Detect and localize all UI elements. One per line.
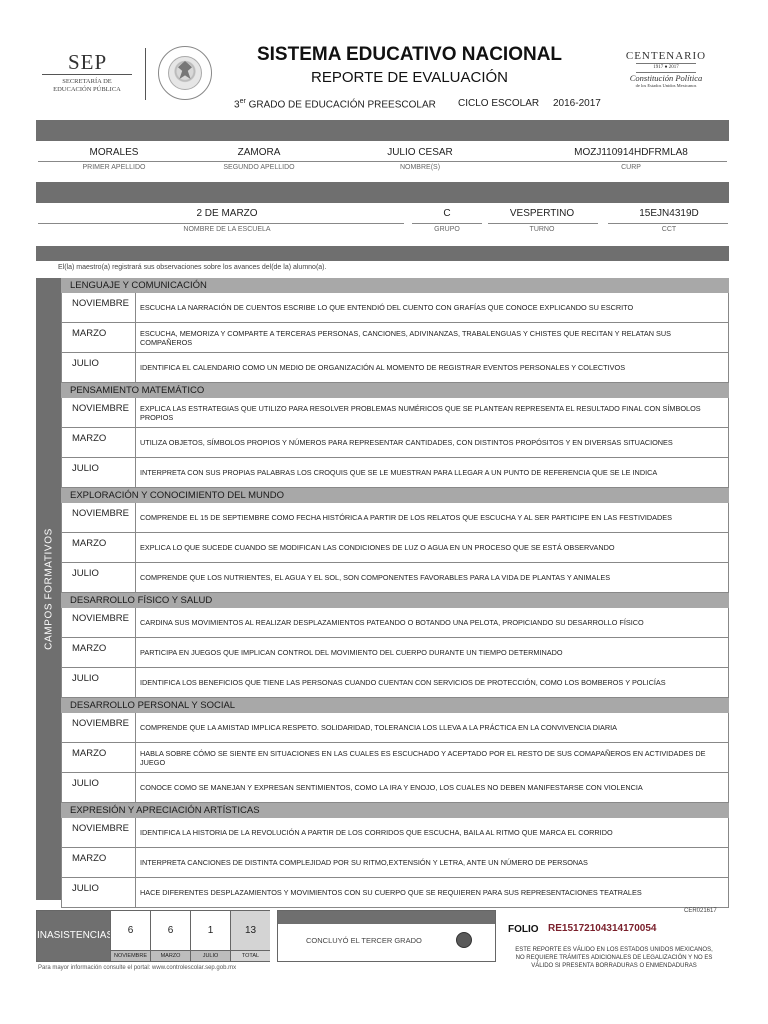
campo-row-month: MARZO bbox=[62, 848, 136, 877]
campo-row-observation: EXPLICA LAS ESTRATEGIAS QUE UTILIZO PARA RESOLVER PROBLEMAS NUMÉRICOS QUE SE PLANTEAN REPRESENTA EL RESULTADO FINAL CON SÍMBOLOS PROPIOS bbox=[140, 403, 701, 422]
grade-label bbox=[234, 98, 436, 110]
sep-logo-word: SEP bbox=[68, 50, 108, 74]
nombres-label: NOMBRE(S) bbox=[399, 164, 441, 171]
school-name-label: NOMBRE DE LA ESCUELA bbox=[183, 226, 271, 233]
turno-label: TURNO bbox=[529, 226, 555, 233]
legal-line-3: VÁLIDO SI PRESENTA BORRADURAS O ENMENDADURAS bbox=[531, 963, 697, 969]
conclusion-text: CONCLUYÓ EL TERCER GRADO bbox=[306, 936, 422, 945]
legal-line-1: ESTE REPORTE ES VÁLIDO EN LOS ESTADOS UNIDOS MEXICANOS, bbox=[515, 947, 713, 953]
campo-row-observation: COMPRENDE EL 15 DE SEPTIEMBRE COMO FECHA HISTÓRICA A PARTIR DE LOS RELATOS QUE ESCUCHA Y AL SER PARTICIPE EN LAS FESTIVIDADES bbox=[140, 513, 673, 522]
centenario-small: de los Estados Unidos Mexicanos bbox=[635, 83, 697, 88]
campo-row-observation: IDENTIFICA LOS BENEFICIOS QUE TIENE LAS PERSONAS CUANDO CUENTAN CON SERVICIOS DE PROTECCIÓN, COMO LOS BOMBEROS Y POLICÍAS bbox=[140, 678, 666, 687]
inasistencias-noviembre bbox=[110, 911, 150, 961]
inasistencias-marzo bbox=[150, 911, 190, 961]
campos-formativos-label: CAMPOS FORMATIVOS bbox=[43, 528, 55, 650]
inasistencias-total-caption: TOTAL bbox=[231, 950, 270, 961]
campo-row-observation: HABLA SOBRE CÓMO SE SIENTE EN SITUACIONES EN LAS CUALES ES ESCUCHADO Y ACEPTADO POR EL RESTO DE SUS COMAPAÑEROS EN ACTIVIDADES DE JUEGO bbox=[140, 748, 706, 767]
inasistencias-total-value: 13 bbox=[244, 925, 257, 936]
campo-row bbox=[61, 818, 729, 848]
grupo-underline bbox=[412, 223, 482, 224]
centenario-years: 1917 ● 2017 bbox=[636, 63, 696, 73]
segundo-apellido-label: SEGUNDO APELLIDO bbox=[223, 164, 295, 171]
campo-heading: LENGUAJE Y COMUNICACIÓN bbox=[61, 278, 729, 293]
campo-row-observation: COMPRENDE QUE LA AMISTAD IMPLICA RESPETO. SOLIDARIDAD, TOLERANCIA LOS LLEVA A LA PRÁCTICA EN LA CONVIVENCIA DIARIA bbox=[140, 723, 618, 732]
inasistencias-noviembre-value: 6 bbox=[127, 925, 134, 936]
campo-row-month: JULIO bbox=[62, 458, 136, 487]
campo-row bbox=[61, 608, 729, 638]
campo-row-month: NOVIEMBRE bbox=[62, 503, 136, 532]
campo-row bbox=[61, 638, 729, 668]
school-underline bbox=[38, 223, 404, 224]
campo-row-observation: INTERPRETA CANCIONES DE DISTINTA COMPLEJIDAD POR SU RITMO,EXTENSIÓN Y LETRA, ANTE UN NÚMERO DE PERSONAS bbox=[140, 858, 588, 867]
centenario-logo bbox=[618, 50, 714, 90]
campo-heading: EXPRESIÓN Y APRECIACIÓN ARTÍSTICAS bbox=[61, 803, 729, 818]
primer-apellido-value: MORALES bbox=[89, 147, 139, 158]
campo-row-month: NOVIEMBRE bbox=[62, 818, 136, 847]
sep-logo-line2: EDUCACIÓN PÚBLICA bbox=[53, 86, 121, 93]
conclusion-header-bar bbox=[278, 911, 495, 924]
student-underline bbox=[38, 161, 727, 162]
campo-row-month: JULIO bbox=[62, 353, 136, 382]
national-seal-icon bbox=[158, 46, 212, 100]
centenario-constitucion: Constitución Política bbox=[629, 73, 703, 83]
sep-logo-subtitle bbox=[40, 78, 134, 94]
ciclo-value: 2016-2017 bbox=[553, 98, 601, 109]
campo-row bbox=[61, 713, 729, 743]
primer-apellido-label: PRIMER APELLIDO bbox=[82, 164, 146, 171]
legal-notice bbox=[504, 946, 724, 970]
grupo-value: C bbox=[443, 208, 451, 219]
campo-row bbox=[61, 398, 729, 428]
campo-row-month: MARZO bbox=[62, 638, 136, 667]
campo-row-month: NOVIEMBRE bbox=[62, 608, 136, 637]
campo-row-observation: UTILIZA OBJETOS, SÍMBOLOS PROPIOS Y NÚMEROS PARA REPRESENTAR CANTIDADES, CON DISTINTOS PROPÓSITOS Y EN DIVERSAS SITUACIONES bbox=[140, 438, 673, 447]
inasistencias-label: INASISTENCIAS bbox=[37, 911, 110, 961]
campo-row-observation: CARDINA SUS MOVIMIENTOS AL REALIZAR DESPLAZAMIENTOS PATEANDO O BOTANDO UNA PELOTA, PROPICIANDO SU DESARROLLO FÍSICO bbox=[140, 618, 644, 627]
campo-row bbox=[61, 743, 729, 773]
grade-superscript: er bbox=[239, 98, 246, 105]
campo-row bbox=[61, 458, 729, 488]
campo-row bbox=[61, 848, 729, 878]
conclusion-box bbox=[277, 910, 496, 962]
sep-logo bbox=[40, 50, 140, 96]
sep-logo-line1: SECRETARÍA DE bbox=[62, 78, 112, 85]
campo-row bbox=[61, 323, 729, 353]
grade-text: GRADO DE EDUCACIÓN PREESCOLAR bbox=[248, 99, 436, 111]
inasistencias-box bbox=[36, 910, 270, 962]
inasistencias-julio-value: 1 bbox=[207, 925, 214, 936]
campo-row-observation: ESCUCHA, MEMORIZA Y COMPARTE A TERCERAS PERSONAS, CANCIONES, ADIVINANZAS, TRABALENGUAS Y CHISTES QUE RECITAN Y RELATAN SUS COMPAÑEROS bbox=[140, 328, 672, 347]
campo-row-observation: EXPLICA LO QUE SUCEDE CUANDO SE MODIFICAN LAS CONDICIONES DE LUZ O AGUA EN UN PROCESO QUE SE ESTÁ OBSERVANDO bbox=[140, 543, 615, 552]
campo-row-month: NOVIEMBRE bbox=[62, 398, 136, 427]
campo-row-month: JULIO bbox=[62, 773, 136, 802]
curp-value: MOZJ110914HDFRMLA8 bbox=[574, 147, 688, 158]
nombres-value: JULIO CESAR bbox=[387, 147, 453, 158]
campo-heading: DESARROLLO FÍSICO Y SALUD bbox=[61, 593, 729, 608]
campo-row-observation: IDENTIFICA LA HISTORIA DE LA REVOLUCIÓN A PARTIR DE LOS CORRIDOS QUE ESCUCHA, BAILA AL RITMO QUE MARCA EL CORRIDO bbox=[140, 828, 613, 837]
ciclo-label: CICLO ESCOLAR bbox=[458, 98, 540, 109]
school-name-value: 2 DE MARZO bbox=[196, 208, 258, 219]
campo-row bbox=[61, 533, 729, 563]
school-header-bar bbox=[36, 182, 729, 203]
campo-row-month: MARZO bbox=[62, 428, 136, 457]
campo-row-observation: PARTICIPA EN JUEGOS QUE IMPLICAN CONTROL DEL MOVIMIENTO DEL CUERPO DURANTE UN TIEMPO DETERMINADO bbox=[140, 648, 563, 657]
inasistencias-julio bbox=[190, 911, 230, 961]
campo-row-observation: CONOCE COMO SE MANEJAN Y EXPRESAN SENTIMIENTOS, COMO LA IRA Y ENOJO, LOS CUALES NO DEBEN MANIFESTARSE CON VIOLENCIA bbox=[140, 783, 643, 792]
conclusion-mark-icon bbox=[456, 932, 472, 948]
campo-row bbox=[61, 668, 729, 698]
inasistencias-marzo-value: 6 bbox=[167, 925, 174, 936]
folio-label: FOLIO bbox=[508, 924, 539, 935]
campo-row bbox=[61, 353, 729, 383]
campo-heading: PENSAMIENTO MATEMÁTICO bbox=[61, 383, 729, 398]
campo-heading: EXPLORACIÓN Y CONOCIMIENTO DEL MUNDO bbox=[61, 488, 729, 503]
campo-row-observation: IDENTIFICA EL CALENDARIO COMO UN MEDIO DE ORGANIZACIÓN AL MOMENTO DE REGISTRAR EVENTOS PERSONALES Y COLECTIVOS bbox=[140, 363, 626, 372]
campo-row-month: NOVIEMBRE bbox=[62, 293, 136, 322]
observaciones-note: El(la) maestro(a) registrará sus observaciones sobre los avances del(de la) alumno(a). bbox=[58, 264, 327, 271]
campo-row bbox=[61, 428, 729, 458]
campo-row-month: JULIO bbox=[62, 563, 136, 592]
grupo-label: GRUPO bbox=[434, 226, 460, 233]
portal-note: Para mayor información consulte el portal: www.controlescolar.sep.gob.mx bbox=[38, 965, 237, 971]
legal-line-2: NO REQUIERE TRÁMITES ADICIONALES DE LEGALIZACIÓN Y NO ES bbox=[515, 955, 713, 961]
cct-value: 15EJN4319D bbox=[639, 208, 699, 219]
cct-underline bbox=[608, 223, 728, 224]
campo-row-month: JULIO bbox=[62, 878, 136, 907]
campo-row bbox=[61, 878, 729, 908]
inasistencias-marzo-caption: MARZO bbox=[151, 950, 190, 961]
campo-row-observation: COMPRENDE QUE LOS NUTRIENTES, EL AGUA Y EL SOL, SON COMPONENTES FAVORABLES PARA LA VIDA DE PLANTAS Y ANIMALES bbox=[140, 573, 611, 582]
curp-label: CURP bbox=[621, 164, 641, 171]
grade-number: 3 bbox=[234, 99, 240, 111]
campo-heading: DESARROLLO PERSONAL Y SOCIAL bbox=[61, 698, 729, 713]
campo-row-observation: ESCUCHA LA NARRACIÓN DE CUENTOS ESCRIBE LO QUE ENTENDIÓ DEL CUENTO CON GRAFÍAS QUE CONOCE EXPLICANDO SU ESCRITO bbox=[140, 303, 634, 312]
observaciones-header-bar bbox=[36, 246, 729, 261]
campo-row-month: MARZO bbox=[62, 323, 136, 352]
campo-row-month: MARZO bbox=[62, 743, 136, 772]
cct-label: CCT bbox=[661, 226, 677, 233]
campo-row bbox=[61, 503, 729, 533]
centenario-word: CENTENARIO bbox=[625, 50, 707, 62]
header-divider bbox=[145, 48, 146, 100]
sep-logo-rule bbox=[42, 74, 132, 75]
document-title: SISTEMA EDUCATIVO NACIONAL bbox=[256, 44, 563, 65]
campo-row bbox=[61, 293, 729, 323]
campo-row bbox=[61, 563, 729, 593]
inasistencias-total bbox=[230, 911, 270, 961]
inasistencias-noviembre-caption: NOVIEMBRE bbox=[111, 950, 150, 961]
turno-underline bbox=[488, 223, 598, 224]
campo-row-month: MARZO bbox=[62, 533, 136, 562]
segundo-apellido-value: ZAMORA bbox=[237, 147, 281, 158]
folio-number: RE15172104314170054 bbox=[548, 923, 657, 934]
campo-row-observation: INTERPRETA CON SUS PROPIAS PALABRAS LOS CROQUIS QUE SE LE MUESTRAN PARA LLEGAR A UN PUNTO DE REFERENCIA QUE SE LE INDICA bbox=[140, 468, 658, 477]
campo-row bbox=[61, 773, 729, 803]
document-subtitle: REPORTE DE EVALUACIÓN bbox=[311, 69, 508, 86]
campo-row-month: NOVIEMBRE bbox=[62, 713, 136, 742]
student-header-bar bbox=[36, 120, 729, 141]
turno-value: VESPERTINO bbox=[509, 208, 575, 219]
campo-row-month: JULIO bbox=[62, 668, 136, 697]
campo-row-observation: HACE DIFERENTES DESPLAZAMIENTOS Y MOVIMIENTOS CON SU CUERPO QUE SE REQUIEREN PARA SUS REPRESENTACIONES TEATRALES bbox=[140, 888, 642, 897]
cer-code: CER021617 bbox=[684, 908, 717, 914]
inasistencias-julio-caption: JULIO bbox=[191, 950, 230, 961]
